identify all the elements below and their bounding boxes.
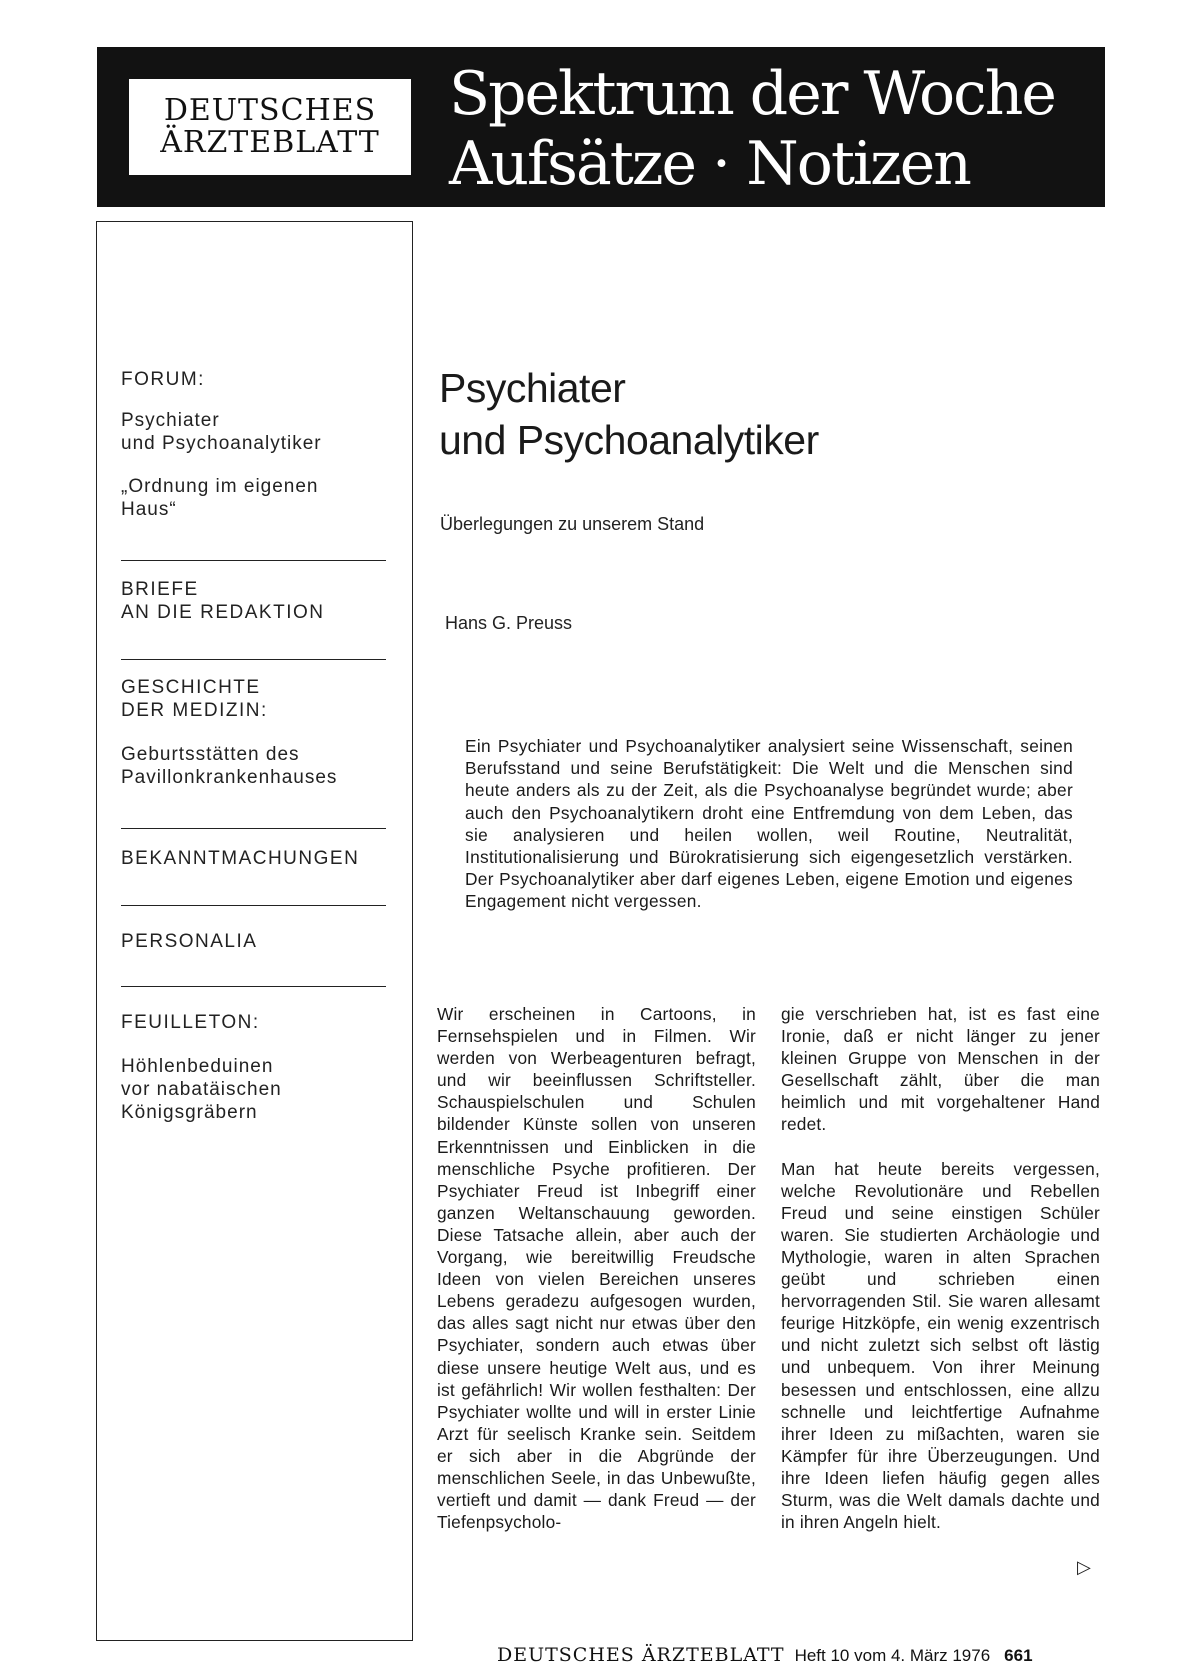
brand-line-2: ÄRZTEBLATT: [160, 125, 380, 160]
sidebar-section-announcements: [121, 847, 386, 870]
sidebar-section-feuilleton: [121, 1011, 386, 1124]
footer-brand: DEUTSCHES ÄRZTEBLATT: [497, 1644, 785, 1666]
sidebar-heading: GESCHICHTE DER MEDIZIN:: [121, 677, 268, 721]
body-column-2: [781, 1003, 1100, 1533]
page-footer: [497, 1644, 1092, 1666]
sidebar-heading: BRIEFE AN DIE REDAKTION: [121, 579, 325, 623]
sidebar-item: Höhlenbeduinen vor nabatäischen Königsgräbern: [121, 1056, 282, 1123]
continue-arrow-icon: ▷: [1077, 1557, 1091, 1578]
sidebar-section-history: [121, 676, 386, 789]
masthead-title-line-2: Aufsätze · Notizen: [449, 129, 970, 199]
sidebar-item: Psychiater und Psychoanalytiker: [121, 410, 322, 454]
sidebar-heading: PERSONALIA: [121, 931, 258, 952]
body-paragraph: gie verschrieben hat, ist es fast eine Ironie, daß er nicht länger zu jener kleinen Gruppe von Menschen in der Gesellschaft zählt, über die man heimlich und mit vorgehaltener Hand redet.: [781, 1004, 1100, 1135]
brand-logo: [129, 79, 411, 175]
sidebar-item: Geburtsstätten des Pavillonkrankenhauses: [121, 744, 338, 788]
contents-sidebar: [96, 221, 413, 1641]
sidebar-heading: FEUILLETON:: [121, 1012, 260, 1033]
brand-line-1: DEUTSCHES: [163, 93, 377, 128]
body-paragraph: Man hat heute bereits vergessen, welche Revolutionäre und Rebellen Freud und seine einstigen Schüler waren. Sie studierten Archäologie und Mythologie, waren in alten Sprachen geübt und schrieben einen hervorragenden Stil. Sie waren allesamt feurige Hitzköpfe, ein wenig exzentrisch und nicht zuletzt sich selbst oft lästig und unbequem. Von ihrer Meinung besessen und entschlossen, eine allzu schnelle und leichtfertige Aufnahme ihrer Ideen zu mißachten, waren sie Kämpfer für ihre Überzeugungen. Und ihre Ideen liefen häufig gegen alles Sturm, was die Welt damals dachte und in ihren Angeln hielt.: [781, 1158, 1100, 1533]
sidebar-item: „Ordnung im eigenen Haus“: [121, 476, 319, 520]
sidebar-divider: [121, 986, 386, 987]
sidebar-divider: [121, 828, 386, 829]
body-paragraph: Wir erscheinen in Cartoons, in Fernsehspielen und in Filmen. Wir werden von Werbeagenturen befragt, und wir beeinflussen Schriftsteller. Schauspielschulen und Schulen bildender Künste sollen von unseren Erkenntnissen und Einblicken in die menschliche Psyche profitieren. Der Psychiater Freud ist Inbegriff einer ganzen Weltanschauung geworden. Diese Tatsache allein, aber auch der Vorgang, wie bereitwillig Freudsche Ideen von vielen Bereichen unseres Lebens geradezu aufgesogen wurden, das alles sagt nicht nur etwas über den Psychiater, sondern auch etwas über diese unsere heutige Welt aus, und es ist gefährlich! Wir wollen festhalten: Der Psychiater wollte und will in erster Linie Arzt für seelisch Kranke sein. Seitdem er sich aber in die Abgründe der menschlichen Seele, in das Unbewußte, vertieft und damit — dank Freud — der Tiefenpsycholo-: [437, 1004, 756, 1533]
sidebar-divider: [121, 560, 386, 561]
article-author: Hans G. Preuss: [445, 613, 573, 633]
sidebar-divider: [121, 659, 386, 660]
body-column-1: [437, 1003, 756, 1533]
article-abstract: Ein Psychiater und Psychoanalytiker analysiert seine Wissenschaft, seinen Berufsstand und seine Berufstätigkeit: Die Welt und die Menschen sind heute anders als zu der Zeit, als die Psychoanalyse begründet wurde; aber auch den Psychoanalytikern droht eine Entfremdung von dem Leben, das sie analysieren und heilen wollen, weil Routine, Neutralität, Institutionalisierung und Bürokratisierung sich eigengesetzlich verstärken. Der Psychoanalytiker aber darf eigenes Leben, eigene Emotion und eigenes Engagement nicht vergessen.: [465, 736, 1073, 912]
footer-issue: Heft 10 vom 4. März 1976: [794, 1646, 991, 1665]
article-subtitle: Überlegungen zu unserem Stand: [440, 514, 705, 534]
sidebar-section-personalia: [121, 930, 386, 953]
sidebar-section-letters: [121, 578, 386, 624]
article-title: Psychiater und Psychoanalytiker: [439, 365, 819, 463]
masthead-title: [449, 59, 1055, 199]
page-number: 661: [1004, 1646, 1033, 1665]
masthead: [97, 47, 1105, 207]
sidebar-divider: [121, 905, 386, 906]
sidebar-heading: BEKANNTMACHUNGEN: [121, 848, 360, 869]
sidebar-section-forum: [121, 368, 386, 521]
sidebar-heading: FORUM:: [121, 369, 205, 390]
masthead-title-line-1: Spektrum der Woche: [449, 59, 1055, 129]
